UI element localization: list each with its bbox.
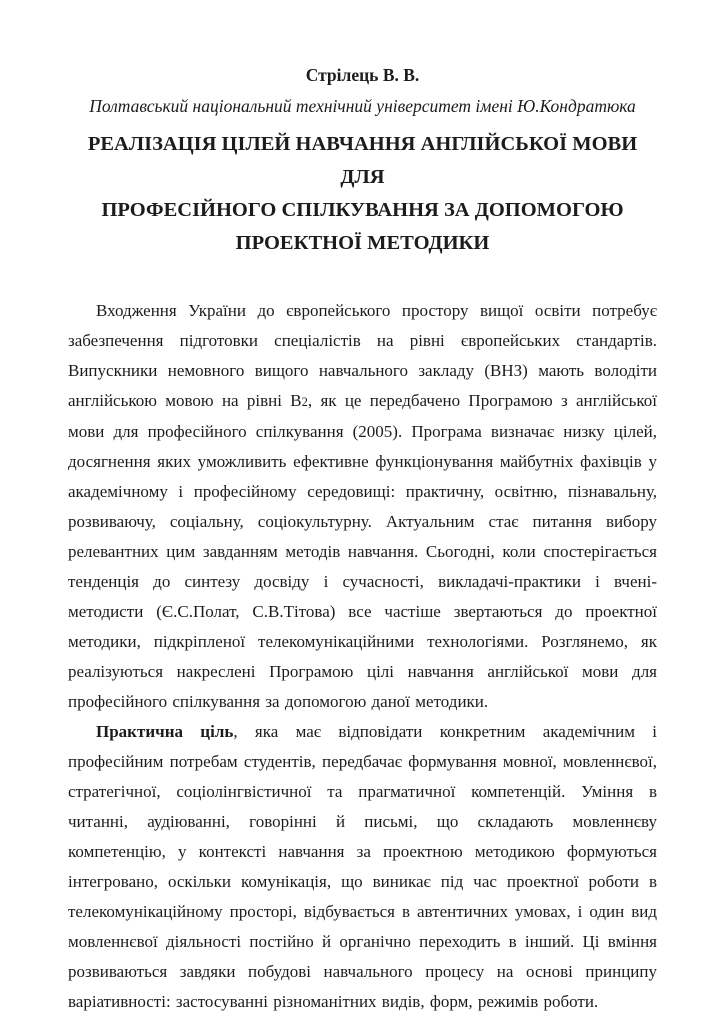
b2-level-digit: 2 (301, 395, 308, 409)
paragraph-text: , яка має відповідати конкретним академічним і професійним потребам студентів, передбачає формування мовної, мовленнєвої, стратегічної, соціолінгвістичної та прагматичної компетенцій. Уміння в читанні, аудіюванні, говорінні й письмі, що складають мовленнєву компетенцію, у контексті навчання за проектною методикою формуються інтегровано, оскільки комунікація, що виникає під час проектної роботи в телекомунікаційному просторі, відбувається в автентичних умовах, і один вид мовленнєвої діяльності постійно й органічно переходить в інший. Ці вміння розвиваються завдяки побудові навчального процесу на основі принципу варіативності: застосуванні різноманітних видів, форм, режимів роботи. (68, 722, 657, 1011)
paragraph-text: Входження України до європейського простору вищої освіти потребує забезпечення підготовки спеціалістів на рівні європейських стандартів. Випускники немовного вищого навчального закладу (ВНЗ) мають володіти англійською мовою на рівні В (68, 301, 657, 410)
body-paragraph-1 (68, 296, 657, 717)
author-name: Стрілець В. В. (305, 65, 420, 85)
paragraph-text: , як це передбачено Програмою з англійської мови для професійного спілкування (2005). Програма визначає низку цілей, досягнення яких уможливить ефективне функціонування майбутніх фахівців у академічному і професійному середовищі: практичну, освітню, пізнавальну, розвиваючу, соціальну, соціокультурну. Актуальним стає питання вибору релевантних цим завданням методів навчання. Сьогодні, коли спостерігається тенденція до синтезу досвіду і сучасності, викладачі-практики і вчені-методисти (Є.С.Полат, С.В.Тітова) все частіше звертаються до проектної методики, підкріпленої телекомунікаційними технологіями. Розглянемо, як реалізуються накреслені Програмою цілі навчання англійської мови для професійного спілкування за допомогою даної методики. (68, 391, 657, 711)
body-paragraph-2 (68, 717, 657, 1017)
document-header (68, 62, 657, 260)
paper-title-line: ПРОЕКТНОЇ МЕТОДИКИ (235, 232, 490, 254)
paper-title-line: ПРОФЕСІЙНОГО СПІЛКУВАННЯ ЗА ДОПОМОГОЮ (101, 199, 624, 221)
document-body (68, 296, 657, 1017)
paragraph-lead-bold: Практична ціль (96, 722, 234, 741)
paper-title (68, 128, 657, 260)
affiliation-line: Полтавський національний технічний університет імені Ю.Кондратюка (89, 96, 636, 116)
paper-title-line: РЕАЛІЗАЦІЯ ЦІЛЕЙ НАВЧАННЯ АНГЛІЙСЬКОЇ МОВИ ДЛЯ (87, 133, 638, 188)
